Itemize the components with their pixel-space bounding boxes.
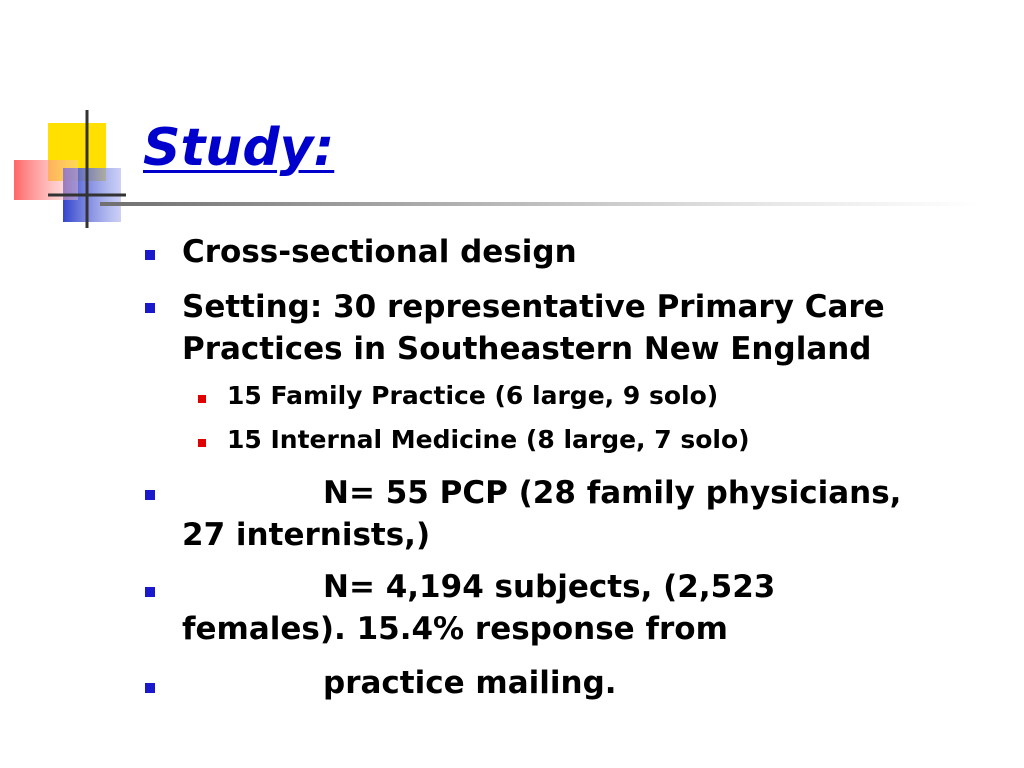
sub-bullet-item <box>227 424 987 456</box>
bullet-item <box>182 662 1002 704</box>
bullet-marker <box>145 303 155 313</box>
sub-bullet-marker <box>198 439 206 447</box>
bullet-line: 15 Internal Medicine (8 large, 7 solo) <box>227 425 750 454</box>
bullet-item <box>182 472 1002 556</box>
bullet-item <box>182 566 1002 650</box>
bullet-line: females). 15.4% response from <box>182 611 728 647</box>
bullet-line: 15 Family Practice (6 large, 9 solo) <box>227 381 719 410</box>
bullet-item <box>182 231 1002 273</box>
bullet-item <box>182 286 1002 370</box>
bullet-line: Setting: 30 representative Primary Care <box>182 289 885 325</box>
bullet-marker <box>145 250 155 260</box>
bullet-marker <box>145 683 155 693</box>
bullet-line: N= 55 PCP (28 family physicians, <box>323 475 902 511</box>
bullet-line: 27 internists,) <box>182 517 431 553</box>
bullet-line: Practices in Southeastern New England <box>182 331 872 367</box>
sub-bullet-item <box>227 380 987 412</box>
bullet-marker <box>145 587 155 597</box>
bullet-line: N= 4,194 subjects, (2,523 <box>323 569 776 605</box>
slide-title: Study: <box>143 118 335 178</box>
bullet-marker <box>145 490 155 500</box>
bullet-line: practice mailing. <box>323 665 617 701</box>
sub-bullet-marker <box>198 395 206 403</box>
bullet-line: Cross-sectional design <box>182 234 577 270</box>
